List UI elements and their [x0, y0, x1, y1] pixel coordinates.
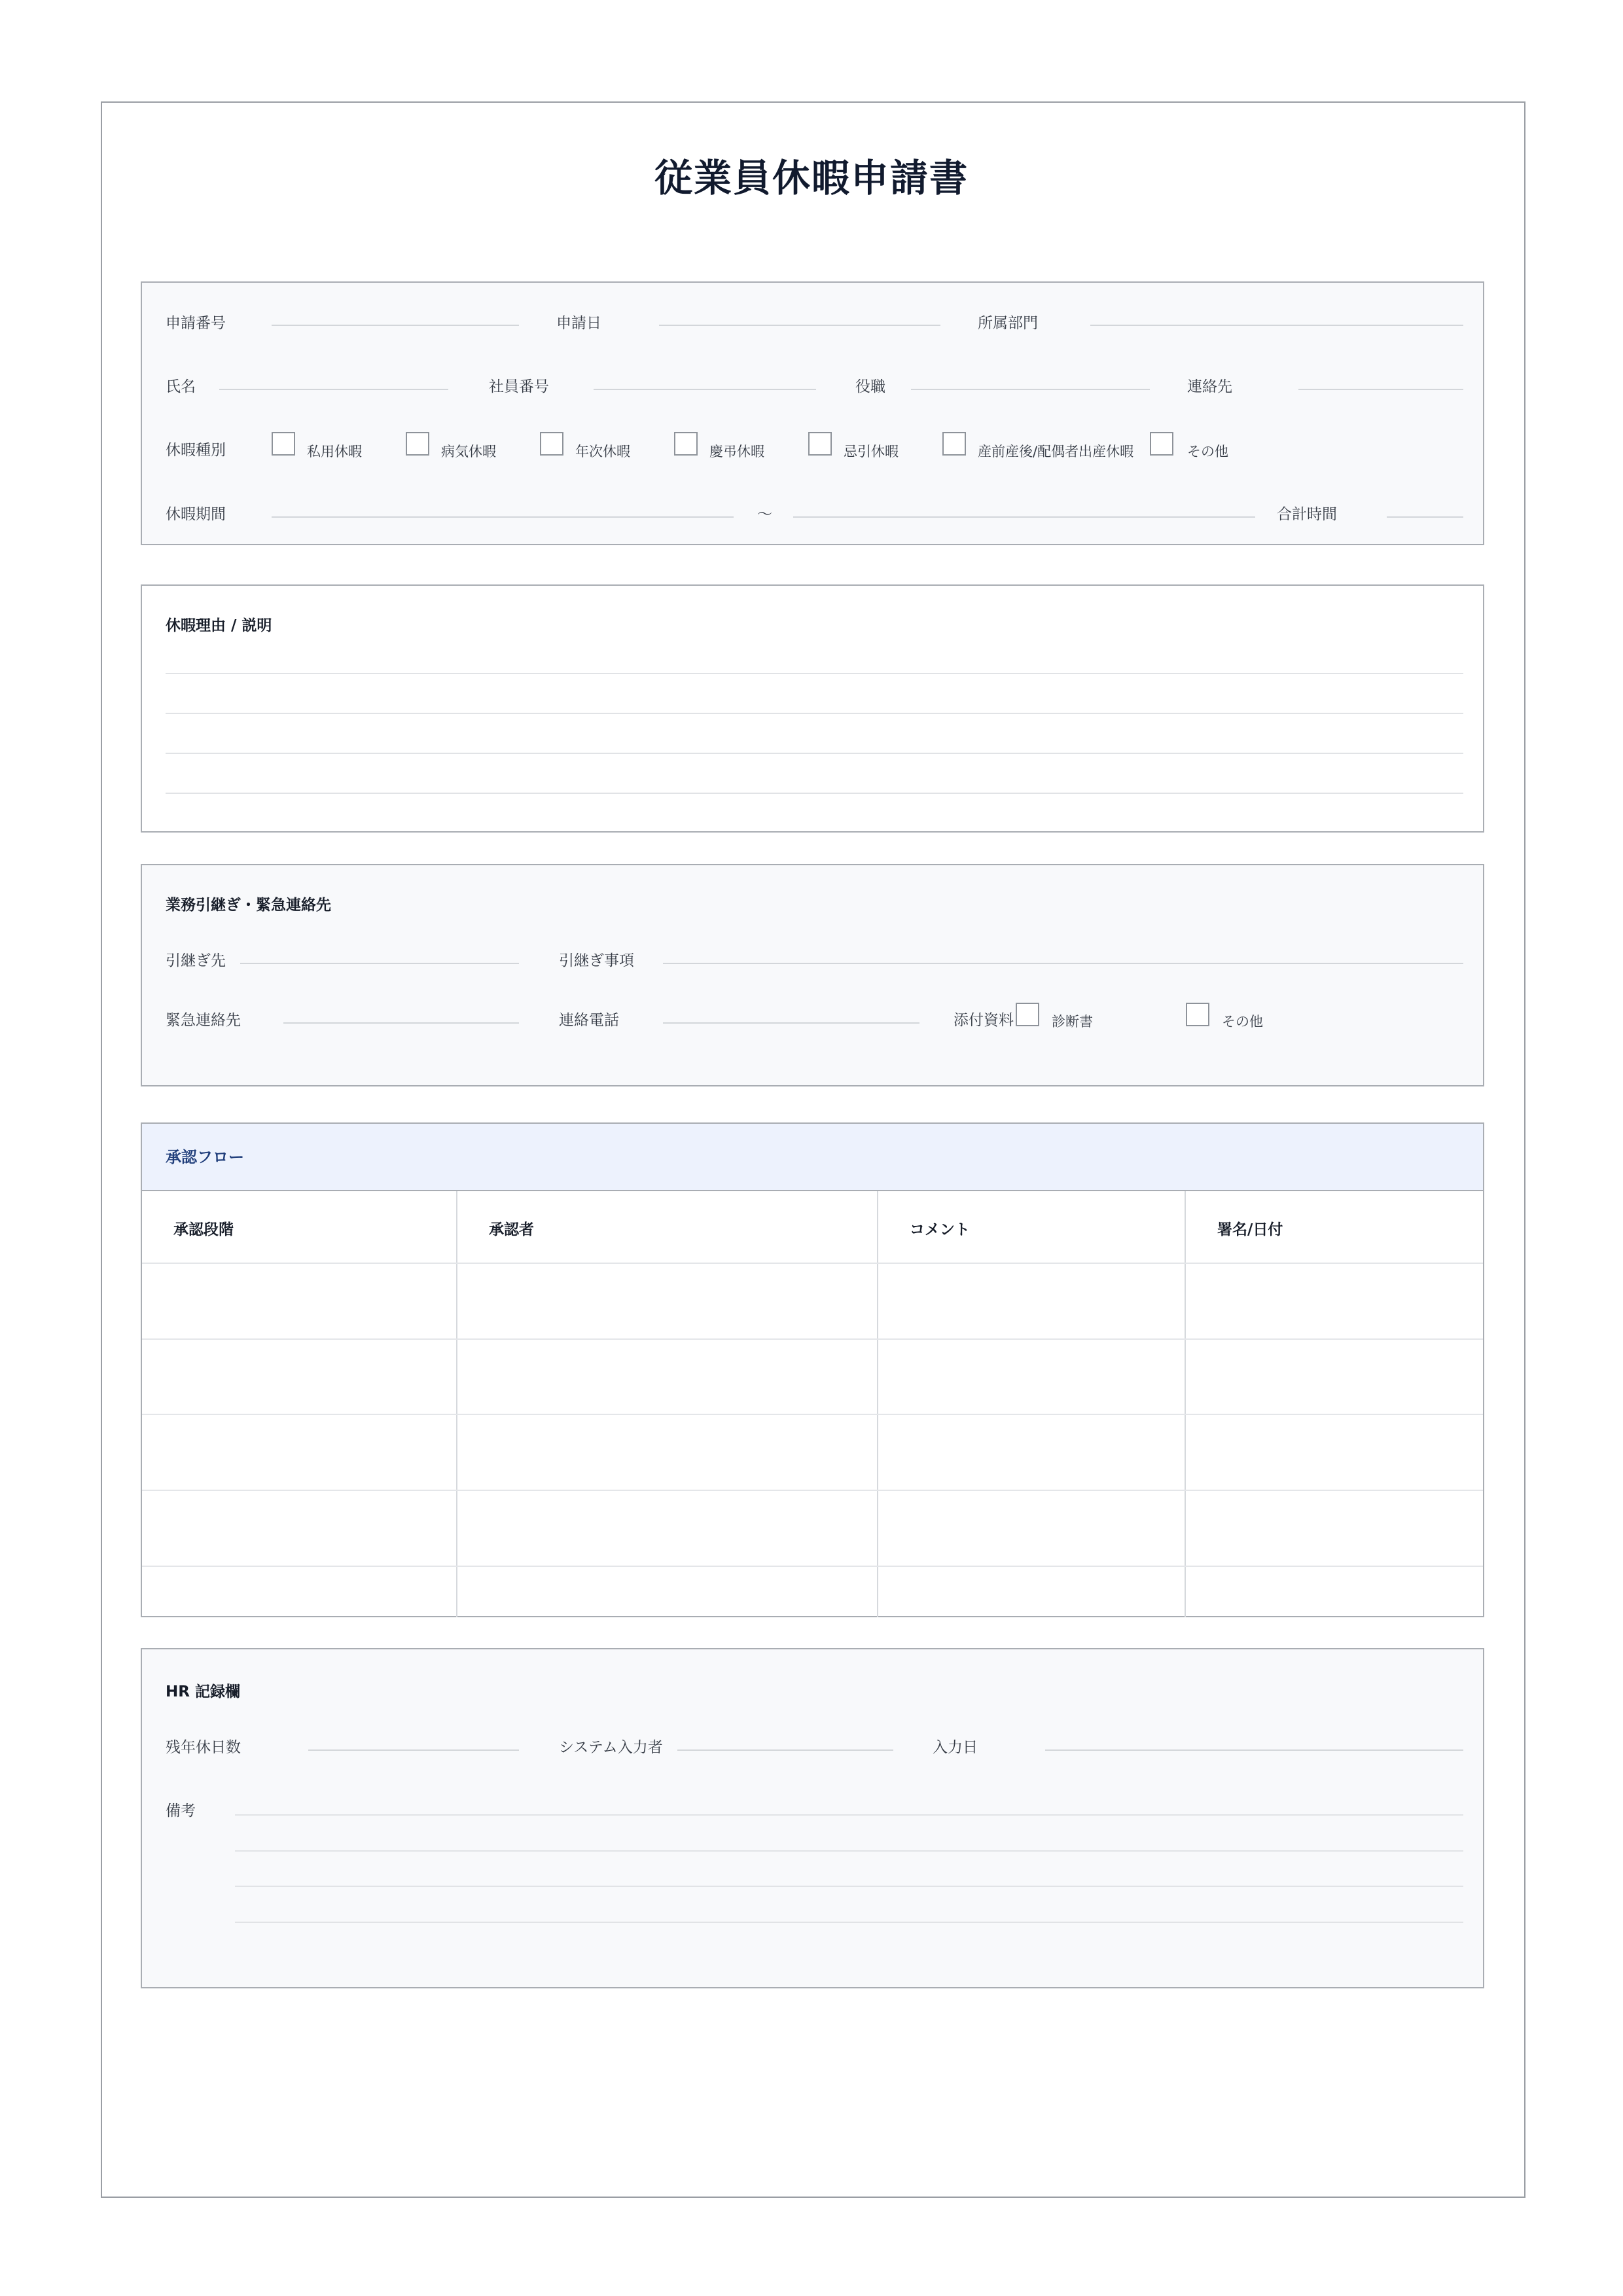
approval-flow-header — [142, 1124, 1483, 1191]
contact-label: 連絡先 — [1187, 378, 1232, 395]
leave-type-congratulatory-label: 慶弔休暇 — [709, 444, 764, 459]
table-row[interactable] — [142, 1566, 1483, 1567]
system-entry-field[interactable] — [677, 1749, 893, 1751]
form-title: 従業員休暇申請書 — [654, 156, 969, 200]
emergency-contact-label: 緊急連絡先 — [166, 1012, 241, 1029]
table-row[interactable] — [142, 1338, 1483, 1340]
system-entry-label: システム入力者 — [559, 1739, 663, 1756]
remaining-days-label: 残年休日数 — [166, 1739, 241, 1756]
handover-items-field[interactable] — [663, 963, 1463, 964]
department-label: 所属部門 — [978, 315, 1038, 332]
remaining-days-field[interactable] — [308, 1749, 519, 1751]
phone-label: 連絡電話 — [559, 1012, 619, 1029]
leave-type-congratulatory-checkbox[interactable] — [674, 432, 698, 456]
attachment-other-label: その他 — [1222, 1014, 1263, 1030]
request-date-label: 申請日 — [556, 315, 601, 332]
approval-flow-section — [141, 1122, 1484, 1617]
contact-field[interactable] — [1298, 389, 1463, 390]
attachments-label: 添付資料 — [954, 1012, 1014, 1029]
remarks-line-1[interactable] — [235, 1814, 1463, 1816]
attachment-diagnosis-checkbox[interactable] — [1016, 1003, 1039, 1026]
total-hours-field[interactable] — [1387, 516, 1463, 518]
table-row[interactable] — [142, 1490, 1483, 1491]
leave-type-maternity-label: 産前産後/配偶者出産休暇 — [978, 444, 1134, 459]
reason-line-2[interactable] — [166, 713, 1463, 714]
request-no-label: 申請番号 — [166, 315, 226, 332]
handover-section — [141, 864, 1484, 1086]
attachment-other-checkbox[interactable] — [1186, 1003, 1209, 1026]
period-end-field[interactable] — [793, 516, 1255, 518]
table-col-divider — [456, 1191, 457, 1617]
table-row[interactable] — [142, 1414, 1483, 1415]
name-field[interactable] — [219, 389, 448, 390]
approval-flow-title: 承認フロー — [166, 1148, 244, 1166]
period-start-field[interactable] — [272, 516, 734, 518]
leave-type-other-checkbox[interactable] — [1150, 432, 1173, 456]
table-row[interactable] — [142, 1263, 1483, 1264]
period-separator: ～ — [757, 506, 772, 523]
remarks-line-4[interactable] — [235, 1922, 1463, 1923]
table-col-divider — [1185, 1191, 1186, 1617]
phone-field[interactable] — [663, 1022, 919, 1024]
employee-no-field[interactable] — [594, 389, 816, 390]
position-label: 役職 — [855, 378, 885, 395]
leave-type-annual-checkbox[interactable] — [540, 432, 563, 456]
request-date-field[interactable] — [659, 325, 940, 326]
leave-type-bereavement-checkbox[interactable] — [808, 432, 832, 456]
leave-type-bereavement-label: 忌引休暇 — [844, 444, 899, 459]
col-header-signature-date: 署名/日付 — [1217, 1221, 1283, 1238]
col-header-comment: コメント — [910, 1221, 970, 1238]
remarks-line-2[interactable] — [235, 1850, 1463, 1852]
handover-to-label: 引継ぎ先 — [166, 952, 226, 969]
table-col-divider — [877, 1191, 878, 1617]
handover-items-label: 引継ぎ事項 — [559, 952, 634, 969]
handover-title: 業務引継ぎ・緊急連絡先 — [166, 897, 331, 914]
request-no-field[interactable] — [272, 325, 519, 326]
leave-type-maternity-checkbox[interactable] — [942, 432, 966, 456]
total-hours-label: 合計時間 — [1277, 506, 1337, 523]
hr-record-title: HR 記録欄 — [166, 1683, 240, 1700]
name-label: 氏名 — [166, 378, 196, 395]
position-field[interactable] — [911, 389, 1150, 390]
employee-no-label: 社員番号 — [489, 378, 549, 395]
department-field[interactable] — [1090, 325, 1463, 326]
hr-record-section — [141, 1648, 1484, 1988]
reason-line-1[interactable] — [166, 673, 1463, 674]
emergency-contact-field[interactable] — [283, 1022, 519, 1024]
leave-type-sick-checkbox[interactable] — [406, 432, 429, 456]
reason-title: 休暇理由 / 説明 — [166, 617, 272, 634]
applicant-info-section — [141, 281, 1484, 545]
leave-type-private-checkbox[interactable] — [272, 432, 295, 456]
attachment-diagnosis-label: 診断書 — [1052, 1014, 1093, 1030]
entry-date-label: 入力日 — [933, 1739, 978, 1756]
leave-type-private-label: 私用休暇 — [307, 444, 362, 459]
reason-line-3[interactable] — [166, 753, 1463, 754]
entry-date-field[interactable] — [1045, 1749, 1463, 1751]
reason-line-4[interactable] — [166, 793, 1463, 794]
leave-type-label: 休暇種別 — [166, 442, 226, 459]
leave-type-other-label: その他 — [1187, 444, 1228, 459]
remarks-label: 備考 — [166, 1803, 196, 1820]
period-label: 休暇期間 — [166, 506, 226, 523]
handover-to-field[interactable] — [240, 963, 519, 964]
remarks-line-3[interactable] — [235, 1886, 1463, 1887]
col-header-stage: 承認段階 — [173, 1221, 234, 1238]
col-header-approver: 承認者 — [489, 1221, 534, 1238]
leave-type-sick-label: 病気休暇 — [441, 444, 496, 459]
leave-type-annual-label: 年次休暇 — [575, 444, 630, 459]
reason-section — [141, 584, 1484, 833]
